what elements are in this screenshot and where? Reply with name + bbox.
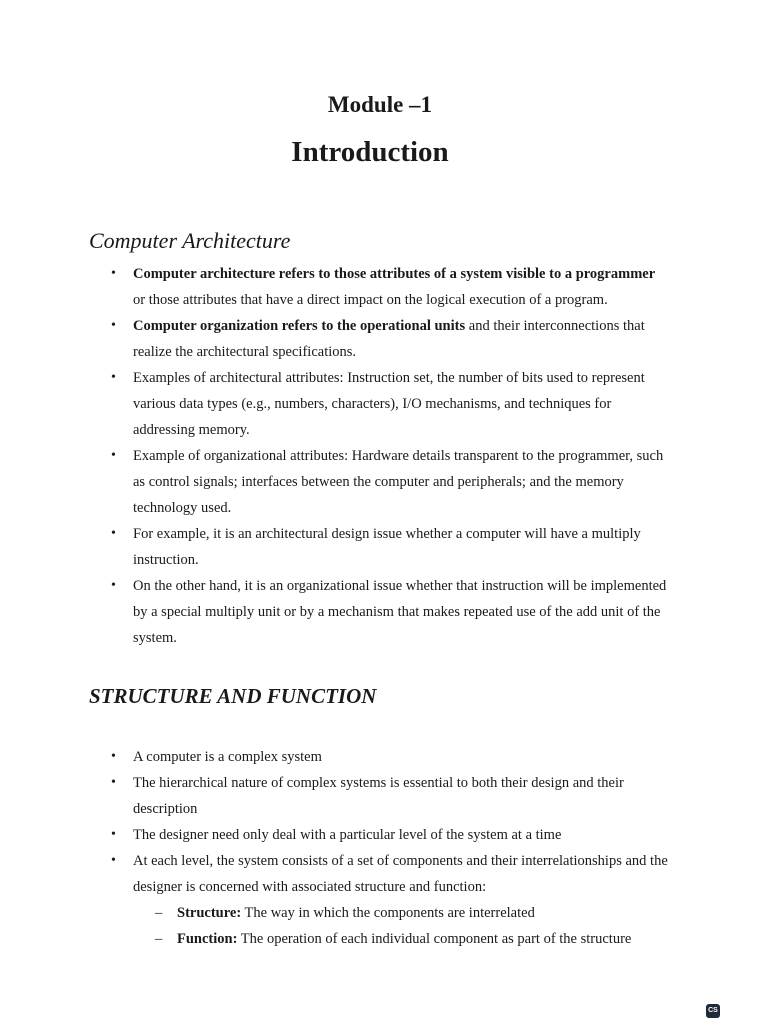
list-item: • A computer is a complex system — [0, 744, 768, 770]
bold-phrase: Computer organization refers to the operational units — [133, 318, 466, 334]
item-text: Example of organizational attributes: Hardware details transparent to the programmer, such as control signals; interfaces between the computer and peripherals; and the memory technology used. — [133, 448, 664, 516]
list-item: • The designer need only deal with a particular level of the system at a time — [0, 822, 768, 848]
sublist-item-function — [133, 926, 668, 952]
list-item — [0, 313, 768, 365]
item-text: and their interconnections that realize the architectural specifications. — [133, 318, 645, 360]
item-text: or those attributes that have a direct impact on the logical execution of a program. — [133, 292, 608, 308]
list-item — [0, 443, 768, 521]
bold-term: Structure: — [177, 905, 242, 921]
page-title: Introduction — [291, 136, 449, 168]
list-item: • The hierarchical nature of complex systems is essential to both their design and their description — [0, 770, 768, 822]
list-item — [0, 365, 768, 443]
sublist-item-structure — [133, 900, 668, 926]
item-text: For example, it is an architectural design issue whether a computer will have a multiply instruction. — [133, 526, 641, 568]
module-title: Module –1 — [327, 92, 433, 117]
section-heading-structure-and-function: STRUCTURE AND FUNCTION — [89, 684, 377, 708]
list-item — [0, 521, 768, 573]
item-text: At each level, the system consists of a set of components and their interrelationships and the designer is concerned with associated structure and function: — [133, 853, 668, 895]
bold-term: Function: — [177, 931, 238, 947]
list-item — [0, 848, 768, 952]
item-text: The operation of each individual component as part of the structure — [237, 931, 632, 947]
item-text: The way in which the components are interrelated — [241, 905, 535, 921]
item-text: On the other hand, it is an organizational issue whether that instruction will be implemented by a special multiply unit or by a mechanism that makes repeated use of the add unit of the system. — [133, 578, 667, 646]
structure-function-sublist — [133, 900, 668, 952]
camscanner-logo-icon: CS — [706, 1004, 720, 1018]
section-heading-computer-architecture: Computer Architecture — [89, 228, 291, 253]
item-text: Examples of architectural attributes: Instruction set, the number of bits used to represent various data types (e.g., numbers, characters), I/O mechanisms, and techniques for addressing memory. — [133, 370, 645, 438]
structure-function-list — [0, 744, 768, 952]
computer-architecture-list — [0, 261, 768, 651]
list-item — [0, 573, 768, 651]
bold-phrase: Computer architecture refers to those attributes of a system visible to a programmer — [133, 266, 656, 282]
list-item — [0, 261, 768, 313]
